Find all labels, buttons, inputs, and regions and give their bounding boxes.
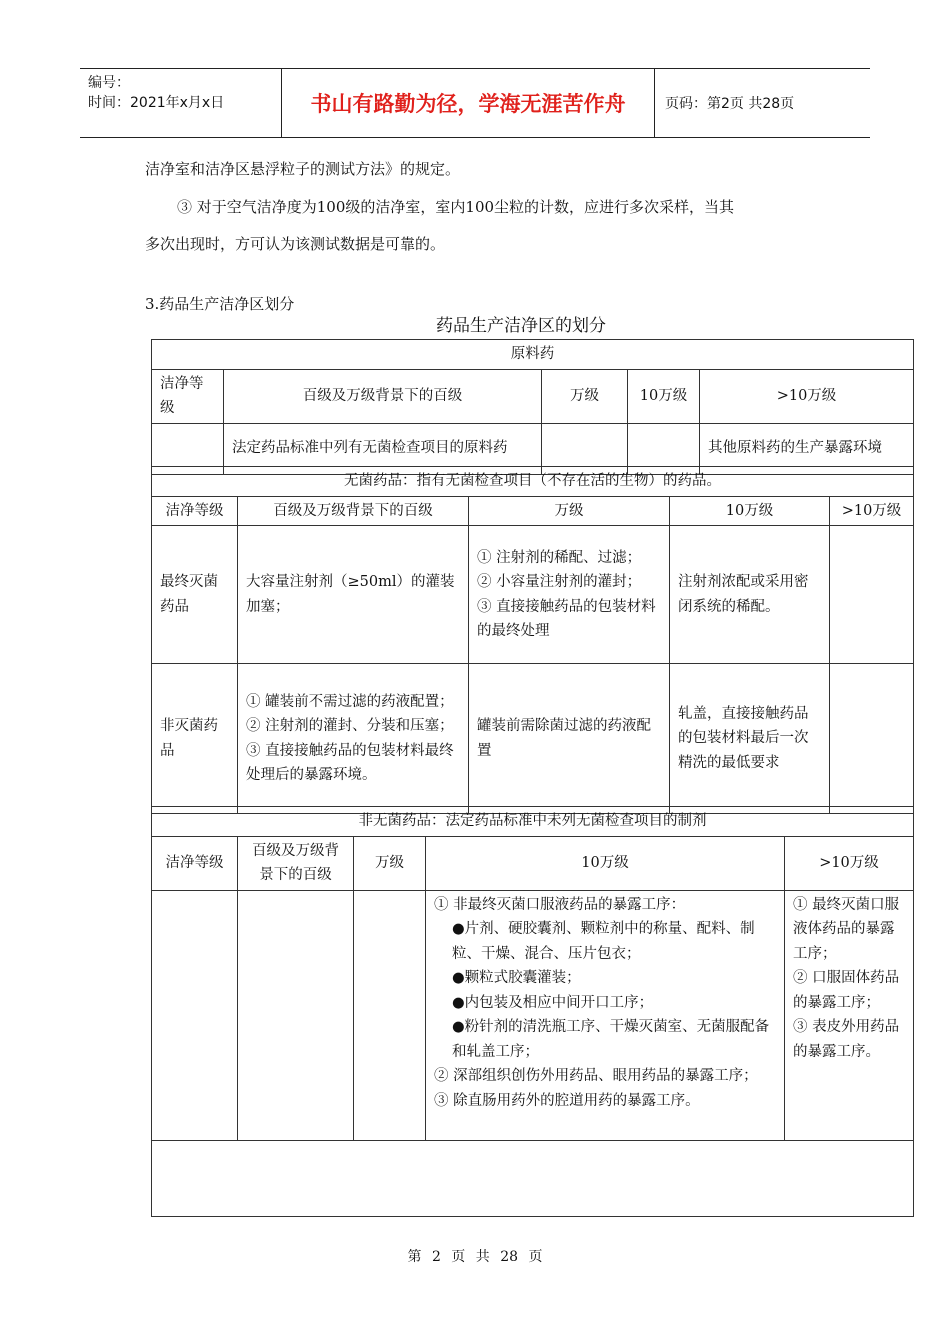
list-item: ① 注射剂的稀配、过滤； <box>477 549 642 566</box>
table-api-section: 原料药 <box>152 340 914 370</box>
header-cell: 百级及万级背景下的百级 <box>224 369 542 423</box>
list-item: ② 口服固体药品的暴露工序； <box>793 970 900 1011</box>
body-line-1: 洁净室和洁净区悬浮粒子的测试方法》的规定。 <box>145 160 461 178</box>
table-nonsterile-section: 非无菌药品：法定药品标准中未列无菌检查项目的制剂 <box>152 807 914 837</box>
list-item: ② 深部组织创伤外用药品、眼用药品的暴露工序； <box>434 1068 758 1084</box>
list-item: ●粉针剂的清洗瓶工序、干燥灭菌室、无菌服配备和轧盖工序； <box>452 1019 770 1060</box>
list-item: ② 注射剂的灌封、分装和压塞； <box>246 718 454 734</box>
header-cell: >10万级 <box>830 496 914 526</box>
table-title: 药品生产洁净区的划分 <box>436 316 606 336</box>
table-cell: 其他原料药的生产暴露环境 <box>700 423 914 474</box>
list-item: ③ 直接接触药品的包装材料最终处理后的暴露环境。 <box>246 742 454 783</box>
header-cell: 洁净等级 <box>152 496 238 526</box>
empty-row <box>152 1140 914 1216</box>
table-cell: 大容量注射剂（≥50ml）的灌装加塞； <box>238 526 469 664</box>
table-cell <box>152 890 238 1140</box>
header-cell: 百级及万级背景下的百级 <box>238 836 354 890</box>
header-cell: 洁净等级 <box>152 836 238 890</box>
header-cell: 10万级 <box>628 369 700 423</box>
header-motto: 书山有路勤为径，学海无涯苦作舟 <box>282 69 655 137</box>
table-cell <box>354 890 426 1140</box>
header-cell: 万级 <box>542 369 628 423</box>
table-cell <box>426 890 785 1140</box>
table-cell <box>830 526 914 664</box>
table-nonsterile <box>151 806 914 1217</box>
table-cell: 轧盖，直接接触药品的包装材料最后一次精洗的最低要求 <box>670 664 830 814</box>
header-cell: 10万级 <box>426 836 785 890</box>
header-cell: >10万级 <box>700 369 914 423</box>
table-cell: 注射剂浓配或采用密闭系统的稀配。 <box>670 526 830 664</box>
table-sterile <box>151 466 914 814</box>
table-cell <box>238 890 354 1140</box>
table-cell <box>830 664 914 814</box>
list-item: ●片剂、硬胶囊剂、颗粒剂中的称量、配料、制粒、干燥、混合、压片包衣； <box>452 921 755 962</box>
page-header <box>80 68 870 138</box>
table-cell <box>238 664 469 814</box>
row-label: 最终灭菌药品 <box>152 526 238 664</box>
header-cell: 万级 <box>469 496 670 526</box>
header-cell: 10万级 <box>670 496 830 526</box>
body-line-2: ③ 对于空气洁净度为100级的洁净室，室内100尘粒的计数，应进行多次采样，当其 <box>177 198 735 216</box>
list-item: ●内包装及相应中间开口工序； <box>452 994 654 1011</box>
row-label: 非灭菌药品 <box>152 664 238 814</box>
table-cell: 法定药品标准中列有无菌检查项目的原料药 <box>224 423 542 474</box>
header-cell: 百级及万级背景下的百级 <box>238 496 469 526</box>
list-item: ① 罐装前不需过滤的药液配置； <box>246 693 454 710</box>
header-cell: >10万级 <box>785 836 914 890</box>
list-item: ① 非最终灭菌口服液药品的暴露工序： <box>434 896 686 913</box>
table-cell <box>785 890 914 1140</box>
table-sterile-section: 无菌药品：指有无菌检查项目（不存在活的生物）的药品。 <box>152 467 914 497</box>
header-cell: 万级 <box>354 836 426 890</box>
time-label: 时间：2021年x月x日 <box>88 95 225 111</box>
list-item: ③ 直接接触药品的包装材料的最终处理 <box>477 598 656 639</box>
table-api <box>151 339 914 475</box>
list-item: ③ 表皮外用药品的暴露工序。 <box>793 1019 900 1060</box>
body-line-3: 多次出现时，方可认为该测试数据是可靠的。 <box>145 235 446 253</box>
header-cell: 洁净等级 <box>152 369 224 423</box>
table-cell: 罐装前需除菌过滤的药液配置 <box>469 664 670 814</box>
header-meta <box>80 69 282 137</box>
list-item: ② 小容量注射剂的灌封； <box>477 574 642 590</box>
number-label: 编号： <box>88 75 130 91</box>
list-item: ① 最终灭菌口服液体药品的暴露工序； <box>793 896 900 962</box>
section-heading: 3.药品生产洁净区划分 <box>145 295 295 313</box>
list-item: ●颗粒式胶囊灌装； <box>452 970 581 986</box>
page-indicator: 页码：第2页 共28页 <box>665 96 795 112</box>
table-cell <box>469 526 670 664</box>
page-footer: 第 2 页 共 28 页 <box>407 1249 543 1265</box>
list-item: ③ 除直肠用药外的腔道用药的暴露工序。 <box>434 1092 700 1109</box>
